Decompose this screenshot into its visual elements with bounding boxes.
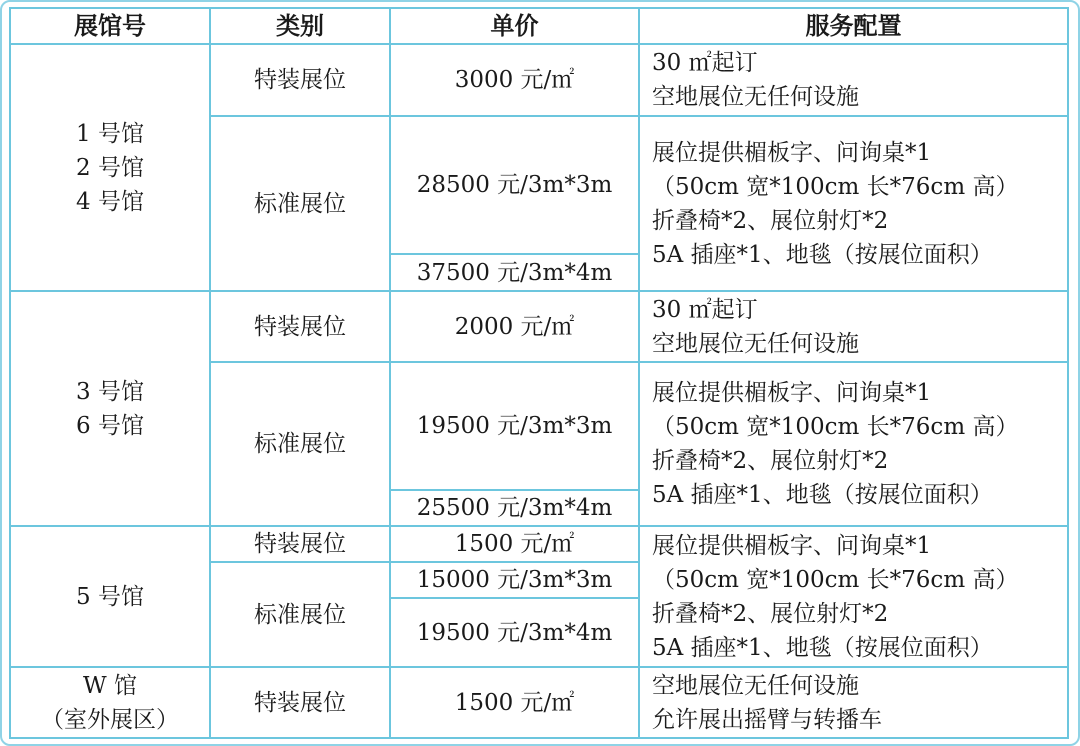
- service-line: 折叠椅*2、展位射灯*2: [652, 448, 889, 474]
- service-cell: [639, 526, 1068, 667]
- category-cell: 标准展位: [210, 116, 390, 291]
- hall-line: 6 号馆: [76, 412, 144, 439]
- hall-cell: [10, 667, 210, 738]
- service-cell: [639, 291, 1068, 362]
- service-cell: [639, 362, 1068, 526]
- hall-line: 4 号馆: [76, 188, 144, 215]
- service-line: 空地展位无任何设施: [652, 84, 859, 110]
- header-service: 服务配置: [639, 8, 1068, 44]
- category-cell: 标准展位: [210, 362, 390, 526]
- service-line: 5A 插座*1、地毯（按展位面积）: [652, 634, 993, 661]
- price-cell: 25500 元/3m*4m: [390, 490, 639, 526]
- service-line: （50cm 宽*100cm 长*76cm 高）: [652, 566, 1019, 593]
- service-line: 折叠椅*2、展位射灯*2: [652, 600, 889, 627]
- header-price: 单价: [390, 8, 639, 44]
- price-cell: 2000 元/㎡: [390, 291, 639, 362]
- service-line: 展位提供楣板字、问询桌*1: [652, 532, 932, 559]
- header-row: [10, 8, 1068, 44]
- price-cell: 1500 元/㎡: [390, 526, 639, 562]
- hall-line: W 馆: [83, 672, 137, 699]
- service-cell: [639, 116, 1068, 291]
- service-line: 5A 插座*1、地毯（按展位面积）: [652, 482, 993, 508]
- hall-line: 5 号馆: [76, 583, 144, 610]
- table-row: [10, 667, 1068, 738]
- price-cell: 3000 元/㎡: [390, 44, 639, 116]
- price-cell: 1500 元/㎡: [390, 667, 639, 738]
- service-line: 5A 插座*1、地毯（按展位面积）: [652, 241, 993, 268]
- category-cell: 特装展位: [210, 526, 390, 562]
- hall-cell: [10, 291, 210, 526]
- category-cell: 特装展位: [210, 291, 390, 362]
- service-line: 30 ㎡起订: [652, 296, 758, 323]
- table-row: [10, 291, 1068, 362]
- service-line: （50cm 宽*100cm 长*76cm 高）: [652, 173, 1019, 200]
- hall-cell: [10, 44, 210, 291]
- hall-line: 2 号馆: [76, 154, 144, 181]
- table-row: [10, 526, 1068, 562]
- service-line: 允许展出摇臂与转播车: [652, 706, 882, 733]
- price-cell: 19500 元/3m*4m: [390, 598, 639, 667]
- table-row: [10, 44, 1068, 116]
- price-cell: 15000 元/3m*3m: [390, 562, 639, 598]
- category-cell: 标准展位: [210, 562, 390, 667]
- header-hall: 展馆号: [10, 8, 210, 44]
- hall-line: 1 号馆: [76, 120, 144, 147]
- service-cell: [639, 667, 1068, 738]
- price-cell: 37500 元/3m*4m: [390, 254, 639, 291]
- category-cell: 特装展位: [210, 44, 390, 116]
- hall-cell: [10, 526, 210, 667]
- hall-line: （室外展区）: [41, 706, 179, 733]
- service-line: 展位提供楣板字、问询桌*1: [652, 380, 932, 406]
- service-line: 空地展位无任何设施: [652, 672, 859, 699]
- header-category: 类别: [210, 8, 390, 44]
- price-cell: 19500 元/3m*3m: [390, 362, 639, 490]
- price-cell: 28500 元/3m*3m: [390, 116, 639, 254]
- service-line: 空地展位无任何设施: [652, 330, 859, 357]
- service-cell: [639, 44, 1068, 116]
- service-line: 展位提供楣板字、问询桌*1: [652, 139, 932, 166]
- service-line: 折叠椅*2、展位射灯*2: [652, 207, 889, 234]
- service-line: 30 ㎡起订: [652, 50, 758, 76]
- service-line: （50cm 宽*100cm 长*76cm 高）: [652, 414, 1019, 440]
- category-cell: 特装展位: [210, 667, 390, 738]
- hall-line: 3 号馆: [76, 378, 144, 405]
- exhibition-price-table: [9, 7, 1069, 739]
